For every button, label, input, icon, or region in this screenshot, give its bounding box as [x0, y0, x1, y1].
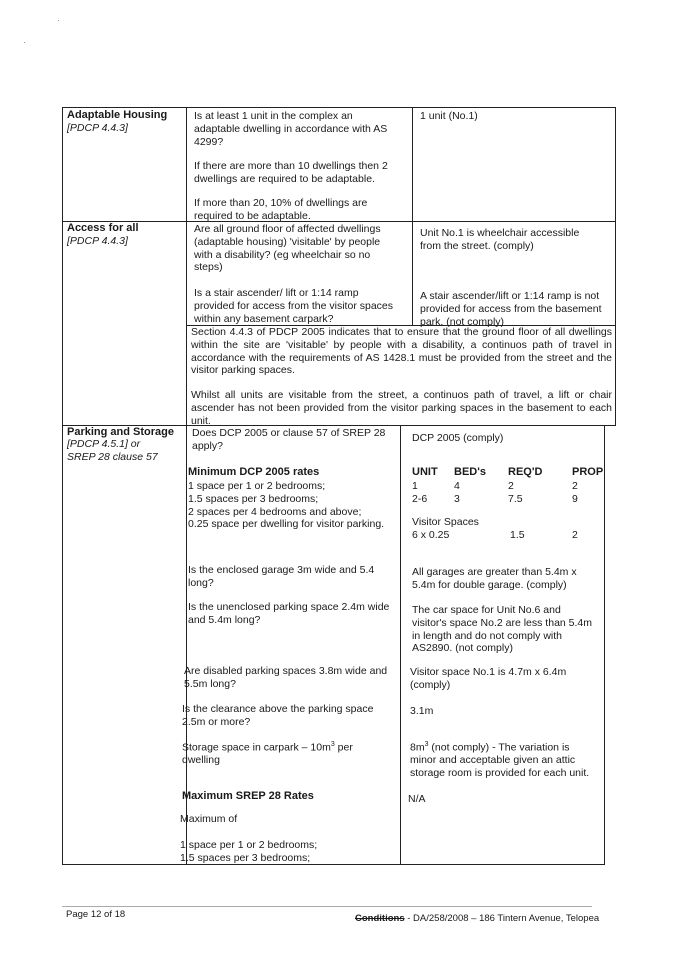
clearance-answer: 3.1m: [410, 705, 434, 717]
storage-answer: $8m^3$ (not comply) - The variation is minor and acceptable given an attic storage room is provided for each unit.: [410, 741, 590, 780]
table-header-reqd: REQ'D: [508, 466, 543, 478]
unenclosed-space-answer: The car space for Unit No.6 and visitor's space No.2 are less than 5.4m in length and do not comply with AS2890. (not comply): [412, 604, 593, 655]
visitor-spaces-calc: 6 x 0.25: [412, 529, 450, 541]
table-header-prop: PROP: [572, 466, 604, 478]
footer-reference: Conditions - DA/258/2008 – 186 Tintern Avenue, Telopea: [355, 913, 600, 924]
clearance-question: Is the clearance above the parking space 2.5m or more?: [182, 703, 374, 728]
visitor-spaces-required: 1.5: [510, 529, 525, 541]
minimum-rates-list: 1 space per 1 or 2 bedrooms; 1.5 spaces per 3 bedrooms; 2 spaces per 4 bedrooms and above; 0.25 space per dwelling for visitor parking.: [188, 480, 385, 531]
srep-maximum-label: Maximum of: [180, 813, 238, 825]
table-cell: 4: [454, 480, 460, 492]
table-cell: 1: [412, 480, 418, 492]
scan-speck: [24, 42, 25, 43]
table-cell: 2: [572, 480, 578, 492]
adaptable-question-2: If there are more than 10 dwellings then 2 dwellings are required to be adaptable.: [194, 160, 388, 185]
access-question-2: Is a stair ascender/ lift or 1:14 ramp provided for access from the visitor spaces within any basement carpark?: [194, 287, 393, 325]
table-cell: 2: [508, 480, 514, 492]
table-cell: 9: [572, 493, 578, 505]
parking-answer-dcp: DCP 2005 (comply): [412, 432, 504, 444]
footer-page-number: Page 12 of 18: [66, 909, 126, 920]
visitor-spaces-proposed: 2: [572, 529, 578, 541]
row-reference-parking-and-storage: [PDCP 4.5.1] or SREP 28 clause 57: [67, 438, 158, 463]
srep-rates-heading: Maximum SREP 28 Rates: [182, 790, 314, 802]
scan-speck: [58, 20, 59, 21]
table-header-unit: UNIT: [412, 466, 438, 478]
srep-answer: N/A: [408, 793, 426, 805]
disabled-space-question: Are disabled parking spaces 3.8m wide and 5.5m long?: [184, 665, 388, 690]
access-question-1: Are all ground floor of affected dwellings (adaptable housing) 'visitable' by people with a disability? (eg wheelchair so no steps): [194, 223, 381, 274]
table-cell: 3: [454, 493, 460, 505]
table-cell: 2-6: [412, 493, 428, 505]
garage-answer: All garages are greater than 5.4m x 5.4m for double garage. (comply): [412, 566, 577, 591]
table-cell: 7.5: [508, 493, 523, 505]
garage-question: Is the enclosed garage 3m wide and 5.4 long?: [188, 564, 375, 589]
access-note-2: Whilst all units are visitable from the street, a continuos path of travel, a lift or chair ascender has not been provided from the visitor parking spaces in the basement to each unit.: [191, 389, 612, 427]
row-heading-adaptable-housing: Adaptable Housing: [67, 109, 168, 121]
access-answer-2: A stair ascender/lift or 1:14 ramp is not provided for access from the basement park. (not comply): [420, 290, 602, 328]
row-reference-access-for-all: [PDCP 4.4.3]: [67, 235, 128, 247]
row-heading-parking-and-storage: Parking and Storage: [67, 426, 174, 438]
adaptable-question-1: Is at least 1 unit in the complex an adaptable dwelling in accordance with AS 4299?: [194, 110, 388, 148]
storage-question: Storage space in carpark – $10m^3$ per dwelling: [182, 741, 353, 767]
row-reference-adaptable-housing: [PDCP 4.4.3]: [67, 122, 128, 134]
minimum-rates-heading: Minimum DCP 2005 rates: [188, 466, 320, 478]
footer-rule: [62, 906, 592, 907]
unenclosed-space-question: Is the unenclosed parking space 2.4m wide and 5.4m long?: [188, 601, 390, 626]
table-header-beds: BED's: [454, 466, 486, 478]
adaptable-answer-1: 1 unit (No.1): [420, 110, 478, 122]
access-note-1: Section 4.4.3 of PDCP 2005 indicates that to ensure that the ground floor of all dwellings within the site are 'visitable' by people with a disability, a continuos path of travel in accordance with the requirements of AS 1428.1 must be provided from the street and the visitor parking spaces.: [191, 326, 612, 377]
visitor-spaces-label: Visitor Spaces: [412, 516, 479, 528]
adaptable-question-3: If more than 20, 10% of dwellings are required to be adaptable.: [194, 197, 368, 222]
access-answer-1: Unit No.1 is wheelchair accessible from the street. (comply): [420, 227, 580, 252]
row-heading-access-for-all: Access for all: [67, 222, 139, 234]
srep-rates-list: 1 space per 1 or 2 bedrooms; 1.5 spaces per 3 bedrooms;: [180, 839, 318, 864]
disabled-space-answer: Visitor space No.1 is 4.7m x 6.4m (comply): [410, 666, 567, 691]
parking-question-dcp: Does DCP 2005 or clause 57 of SREP 28 apply?: [192, 427, 386, 452]
